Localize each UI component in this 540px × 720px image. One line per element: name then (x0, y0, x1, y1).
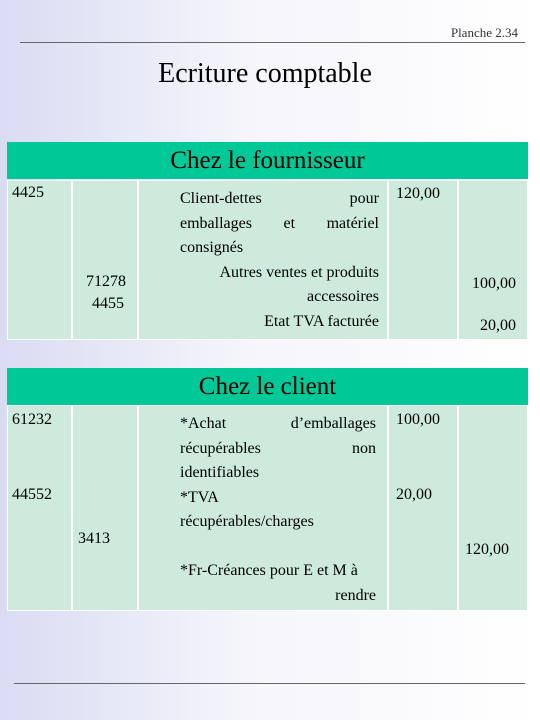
debit-amount: 20,00 (396, 486, 432, 503)
debit-amount: 120,00 (396, 185, 440, 202)
desc-text: emballages (180, 214, 252, 232)
desc-text: pour (349, 190, 379, 207)
account-number: 61232 (12, 411, 52, 428)
account-number: 44552 (12, 486, 52, 503)
desc-text: non (352, 439, 376, 457)
section-heading-fournisseur: Chez le fournisseur (7, 142, 528, 179)
credit-amount: 20,00 (480, 317, 516, 334)
desc-text: accessoires (307, 288, 379, 305)
desc-text: *Fr-Créances pour E et M à (180, 562, 358, 579)
account-number: 71278 (86, 273, 126, 290)
debit-account-cell (7, 180, 72, 340)
account-number: 4425 (12, 184, 44, 201)
debit-account-cell (7, 405, 72, 611)
desc-text: consignés (180, 239, 244, 256)
debit-amount-cell (388, 180, 458, 340)
desc-text: *Achat (180, 415, 227, 432)
desc-text: Autres ventes et produits (219, 263, 379, 281)
credit-amount-cell (458, 180, 528, 340)
desc-text: récupérables (180, 439, 261, 457)
page-title: Ecriture comptable (158, 58, 372, 89)
account-number: 4455 (92, 295, 124, 312)
entry-description (180, 412, 376, 608)
bottom-rule (14, 683, 525, 684)
desc-text: récupérables/charges (180, 513, 314, 530)
credit-account-cell (72, 180, 138, 340)
desc-text: Etat TVA facturée (264, 312, 379, 330)
section-heading-client: Chez le client (7, 368, 528, 405)
entry-description (180, 187, 379, 334)
desc-text: et (283, 214, 296, 232)
top-rule (20, 42, 525, 43)
credit-account-cell (72, 405, 138, 611)
desc-text: rendre (335, 586, 376, 604)
plate-number: Planche 2.34 (450, 25, 518, 40)
desc-text: identifiables (180, 464, 260, 481)
credit-amount: 100,00 (472, 275, 516, 292)
desc-text: Client-dettes (180, 190, 262, 207)
debit-amount: 100,00 (396, 411, 440, 428)
credit-amount-cell (458, 405, 528, 611)
desc-text: *TVA (180, 488, 219, 506)
debit-amount-cell (388, 405, 458, 611)
credit-amount: 120,00 (465, 541, 509, 558)
desc-text: matériel (326, 214, 379, 232)
account-number: 3413 (78, 530, 110, 547)
desc-text: d’emballages (290, 415, 376, 432)
